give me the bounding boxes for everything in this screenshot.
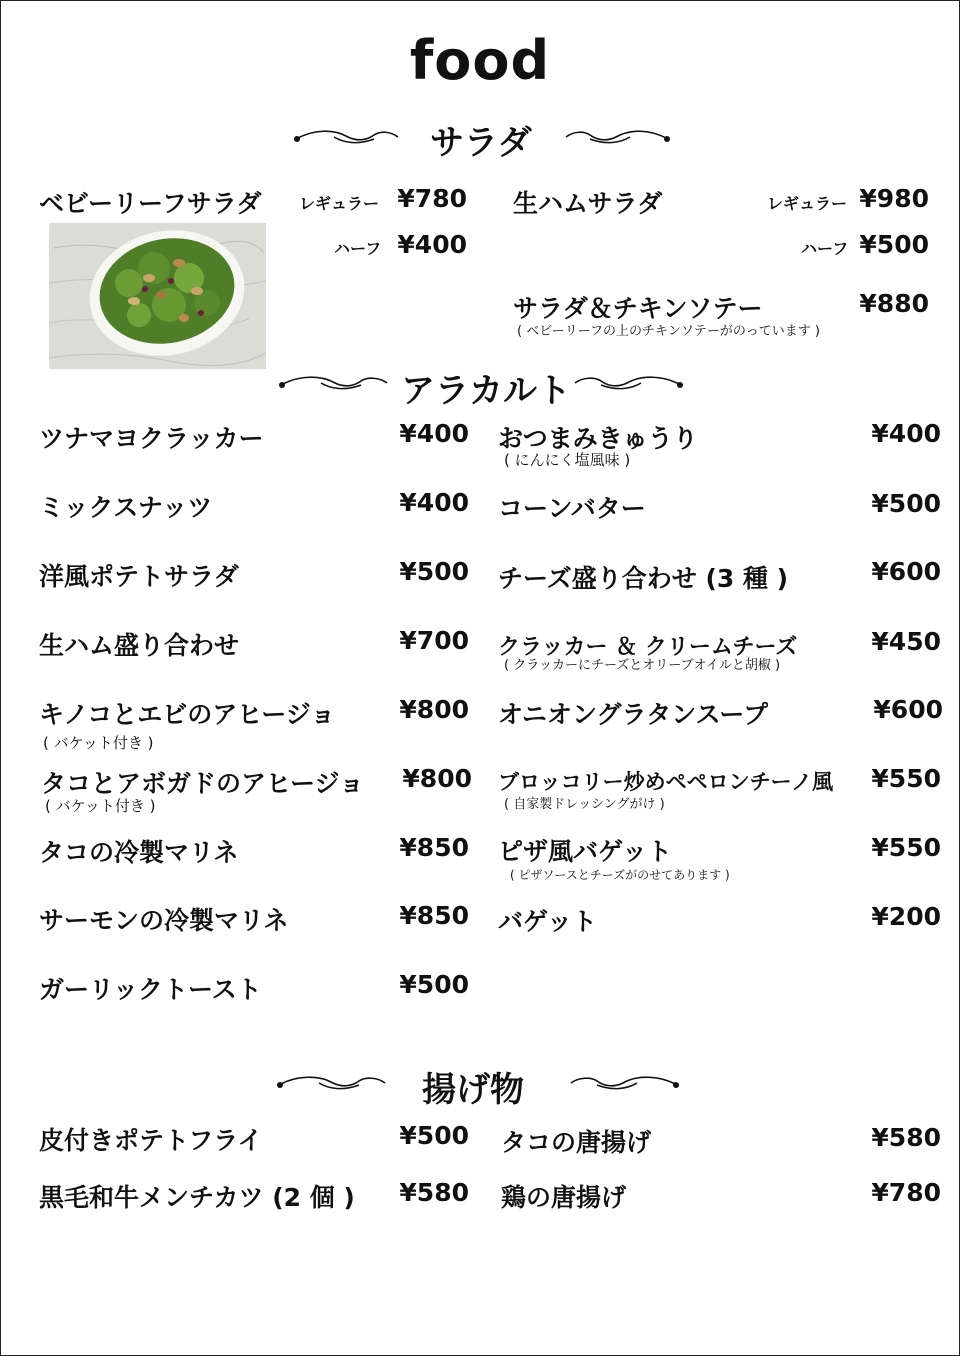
menu-item-name: ベビーリーフサラダ	[39, 189, 262, 218]
menu-item-price: ¥550	[871, 764, 941, 793]
menu-item-price: ¥580	[871, 1123, 941, 1152]
menu-item-note: ( ベビーリーフの上のチキンソテーがのっています )	[517, 324, 820, 339]
menu-item-price: ¥450	[871, 627, 941, 656]
menu-item-price: ¥880	[859, 289, 929, 318]
menu-item-note: ( バケット付き )	[45, 797, 156, 815]
menu-item-price: ¥400	[397, 230, 467, 259]
menu-item-name: クラッカー ＆ クリームチーズ	[498, 635, 798, 660]
menu-item-name: サーモンの冷製マリネ	[39, 906, 289, 935]
menu-item-name: キノコとエビのアヒージョ	[39, 700, 336, 729]
menu-item-name: 生ハムサラダ	[513, 189, 663, 218]
menu-item-price: ¥500	[399, 557, 469, 586]
ornament-right-icon	[567, 1073, 679, 1093]
menu-item-note: ( バケット付き )	[43, 734, 154, 752]
menu-item-name: おつまみきゅうり	[498, 424, 698, 453]
menu-item-name: 洋風ポテトサラダ	[39, 562, 239, 591]
salad-photo	[49, 223, 266, 369]
menu-item-price: ¥780	[871, 1178, 941, 1207]
menu-item-price: ¥850	[399, 833, 469, 862]
section-title-fried: 揚げ物	[422, 1070, 524, 1110]
menu-item-name: 生ハム盛り合わせ	[39, 631, 240, 660]
menu-item-price: ¥500	[399, 1121, 469, 1150]
section-title-salad: サラダ	[430, 123, 532, 163]
size-label-half: ハーフ	[334, 239, 382, 258]
ornament-left-icon	[279, 373, 391, 393]
menu-item-price: ¥600	[873, 695, 943, 724]
menu-item-note: ( クラッカーにチーズとオリーブオイルと胡椒 )	[504, 658, 781, 673]
menu-item-price: ¥400	[399, 488, 469, 517]
menu-item-note: ( にんにく塩風味 )	[504, 451, 631, 469]
size-label-half: ハーフ	[801, 239, 849, 258]
menu-item-name: 皮付きポテトフライ	[39, 1126, 263, 1155]
menu-item-price: ¥580	[399, 1178, 469, 1207]
menu-item-name: 黒毛和牛メンチカツ (2 個 )	[39, 1183, 355, 1212]
size-label-regular: レギュラー	[767, 194, 848, 213]
menu-item-price: ¥980	[859, 184, 929, 213]
ornament-right-icon	[571, 373, 683, 393]
menu-item-price: ¥400	[871, 419, 941, 448]
ornament-left-icon	[277, 1073, 389, 1093]
menu-item-name: タコとアボガドのアヒージョ	[41, 769, 365, 798]
menu-item-price: ¥550	[871, 833, 941, 862]
menu-item-note: ( 自家製ドレッシングがけ )	[504, 797, 665, 812]
section-title-alacarte: アラカルト	[401, 371, 571, 411]
menu-item-price: ¥600	[871, 557, 941, 586]
menu-item-price: ¥780	[397, 184, 467, 213]
size-label-regular: レギュラー	[299, 194, 380, 213]
menu-item-price: ¥500	[399, 970, 469, 999]
menu-item-name: サラダ＆チキンソテー	[513, 294, 763, 323]
menu-item-name: コーンバター	[498, 494, 646, 523]
menu-item-name: 鶏の唐揚げ	[501, 1183, 627, 1212]
menu-item-price: ¥500	[859, 230, 929, 259]
menu-item-price: ¥200	[871, 902, 941, 931]
menu-item-price: ¥400	[399, 419, 469, 448]
ornament-left-icon	[294, 127, 402, 147]
menu-item-price: ¥800	[402, 764, 472, 793]
menu-item-note: ( ピザソースとチーズがのせてあります )	[510, 868, 730, 882]
menu-item-name: ブロッコリー炒めペペロンチーノ風	[498, 770, 834, 794]
menu-item-name: チーズ盛り合わせ (3 種 )	[498, 564, 789, 593]
menu-item-price: ¥500	[871, 489, 941, 518]
menu-item-name: タコの冷製マリネ	[39, 838, 239, 867]
menu-title: food	[409, 29, 551, 92]
menu-item-name: バゲット	[498, 907, 598, 936]
menu-item-price: ¥800	[399, 695, 469, 724]
menu-item-name: ツナマヨクラッカー	[39, 424, 264, 453]
menu-item-name: ミックスナッツ	[39, 493, 213, 522]
menu-item-price: ¥700	[399, 626, 469, 655]
menu-item-name: オニオングラタンスープ	[498, 700, 769, 729]
menu-item-name: ピザ風バゲット	[498, 837, 673, 866]
menu-item-name: ガーリックトースト	[39, 975, 262, 1004]
menu-item-name: タコの唐揚げ	[501, 1128, 652, 1157]
ornament-right-icon	[562, 127, 670, 147]
menu-item-price: ¥850	[399, 901, 469, 930]
